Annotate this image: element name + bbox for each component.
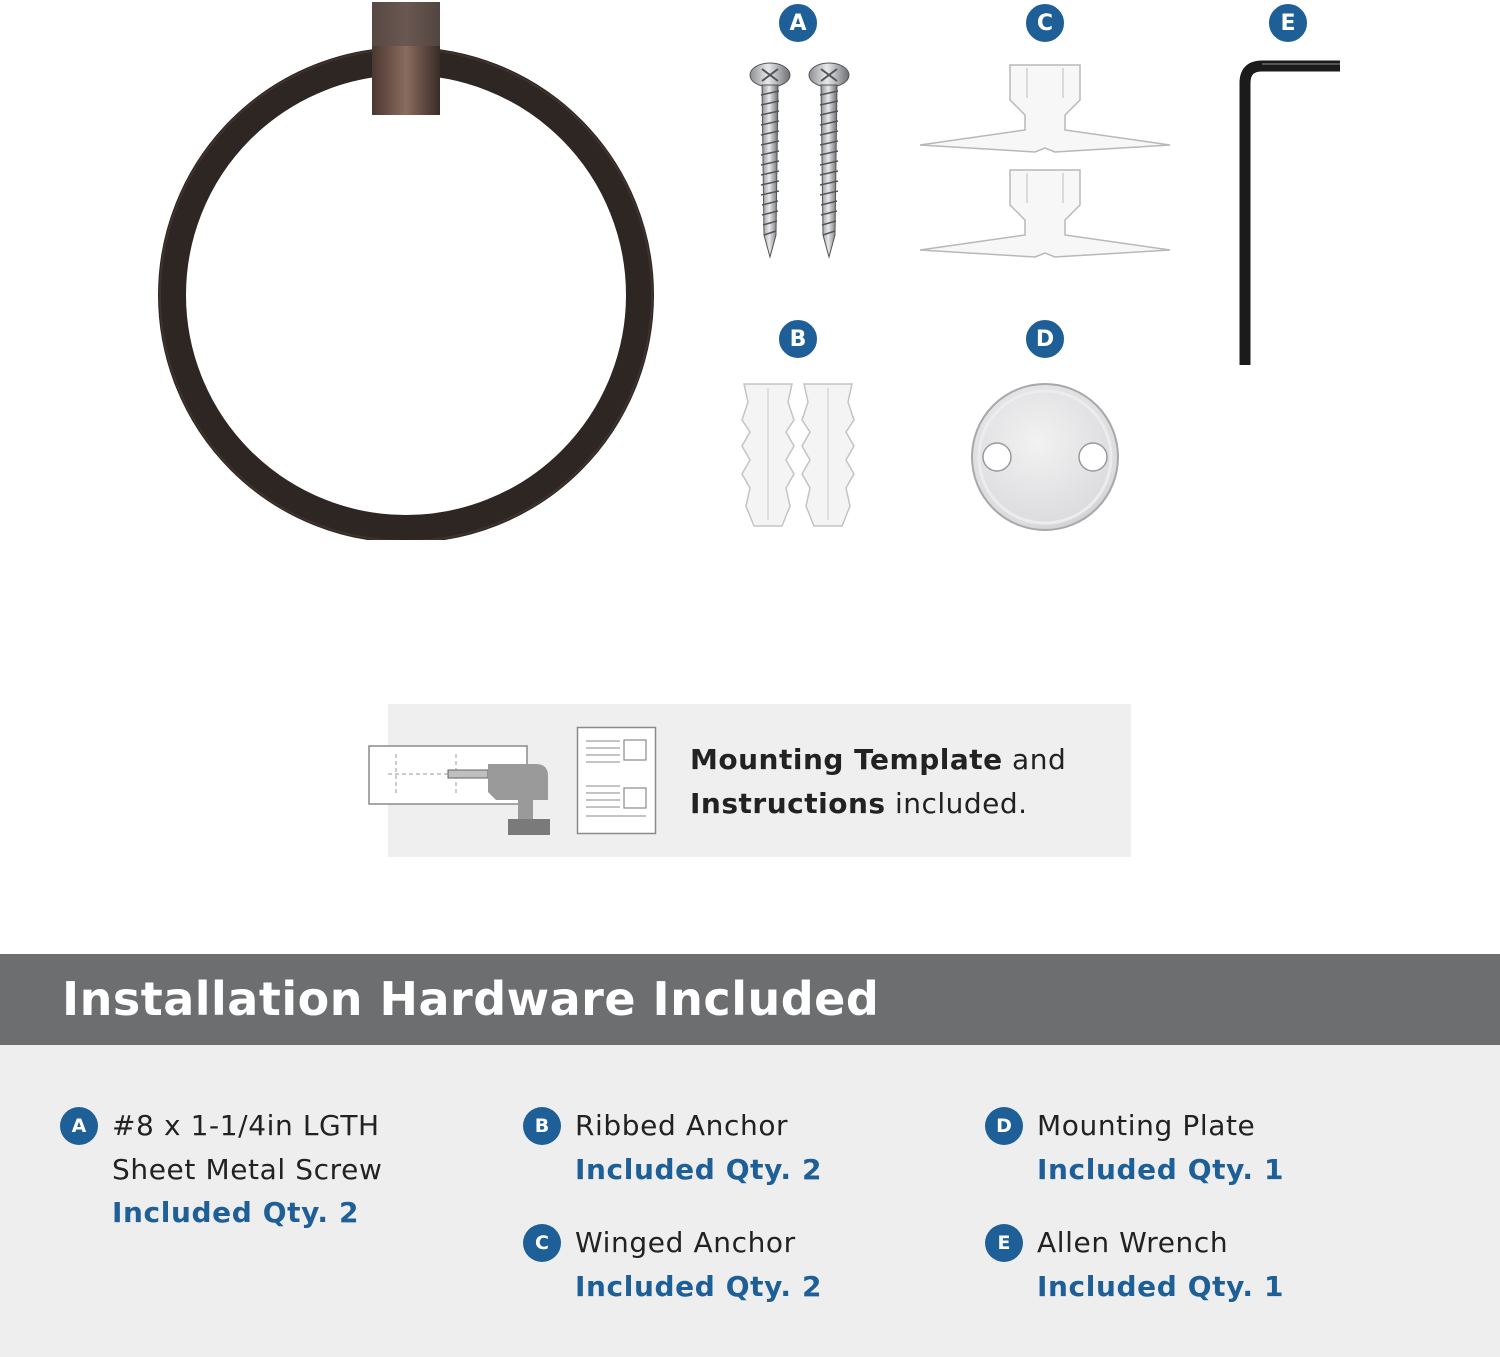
item-e-qty: Included Qty. 1 [1037,1269,1285,1303]
list-item [112,1104,382,1235]
instructions-document-icon [576,726,658,836]
callout-badge-d: D [1024,318,1066,360]
item-d-line1: Mounting Plate [1037,1109,1256,1142]
item-a-qty: Included Qty. 2 [112,1196,360,1229]
list-item [575,1221,822,1308]
section-title: Installation Hardware Included [62,972,880,1026]
item-b-line1: Ribbed Anchor [575,1109,789,1142]
mounting-plate-icon [968,380,1123,535]
template-note-text [690,738,1066,826]
item-c-qty: Included Qty. 2 [575,1269,823,1303]
item-badge-a: A [60,1107,98,1145]
callout-badge-c: C [1024,2,1066,44]
drill-icon [368,744,553,839]
list-item [575,1104,822,1191]
item-badge-c: C [523,1224,561,1262]
item-d-qty: Included Qty. 1 [1037,1152,1285,1186]
item-e-line1: Allen Wrench [1037,1226,1229,1259]
screw-icon [740,55,860,265]
allen-wrench-icon [1230,55,1350,375]
callout-badge-a: A [777,2,819,44]
ribbed-anchor-icon [740,380,860,530]
template-note-normal-2: included. [885,787,1028,820]
item-b-qty: Included Qty. 2 [575,1152,823,1186]
item-badge-d: D [985,1107,1023,1145]
callout-badge-b: B [777,318,819,360]
callout-badge-e: E [1267,2,1309,44]
towel-ring-icon [150,0,670,540]
list-item [1037,1221,1284,1308]
item-c-line1: Winged Anchor [575,1226,796,1259]
item-badge-b: B [523,1107,561,1145]
item-badge-e: E [985,1224,1023,1262]
template-note-bold-2: Instructions [690,787,886,820]
item-a-line2: Sheet Metal Screw [112,1152,383,1186]
list-item [1037,1104,1284,1191]
template-note-normal-1: and [1002,743,1067,776]
item-a-line1: #8 x 1-1/4in LGTH [112,1109,380,1142]
template-note-bold-1: Mounting Template [690,743,1003,776]
winged-anchor-icon [915,60,1175,260]
